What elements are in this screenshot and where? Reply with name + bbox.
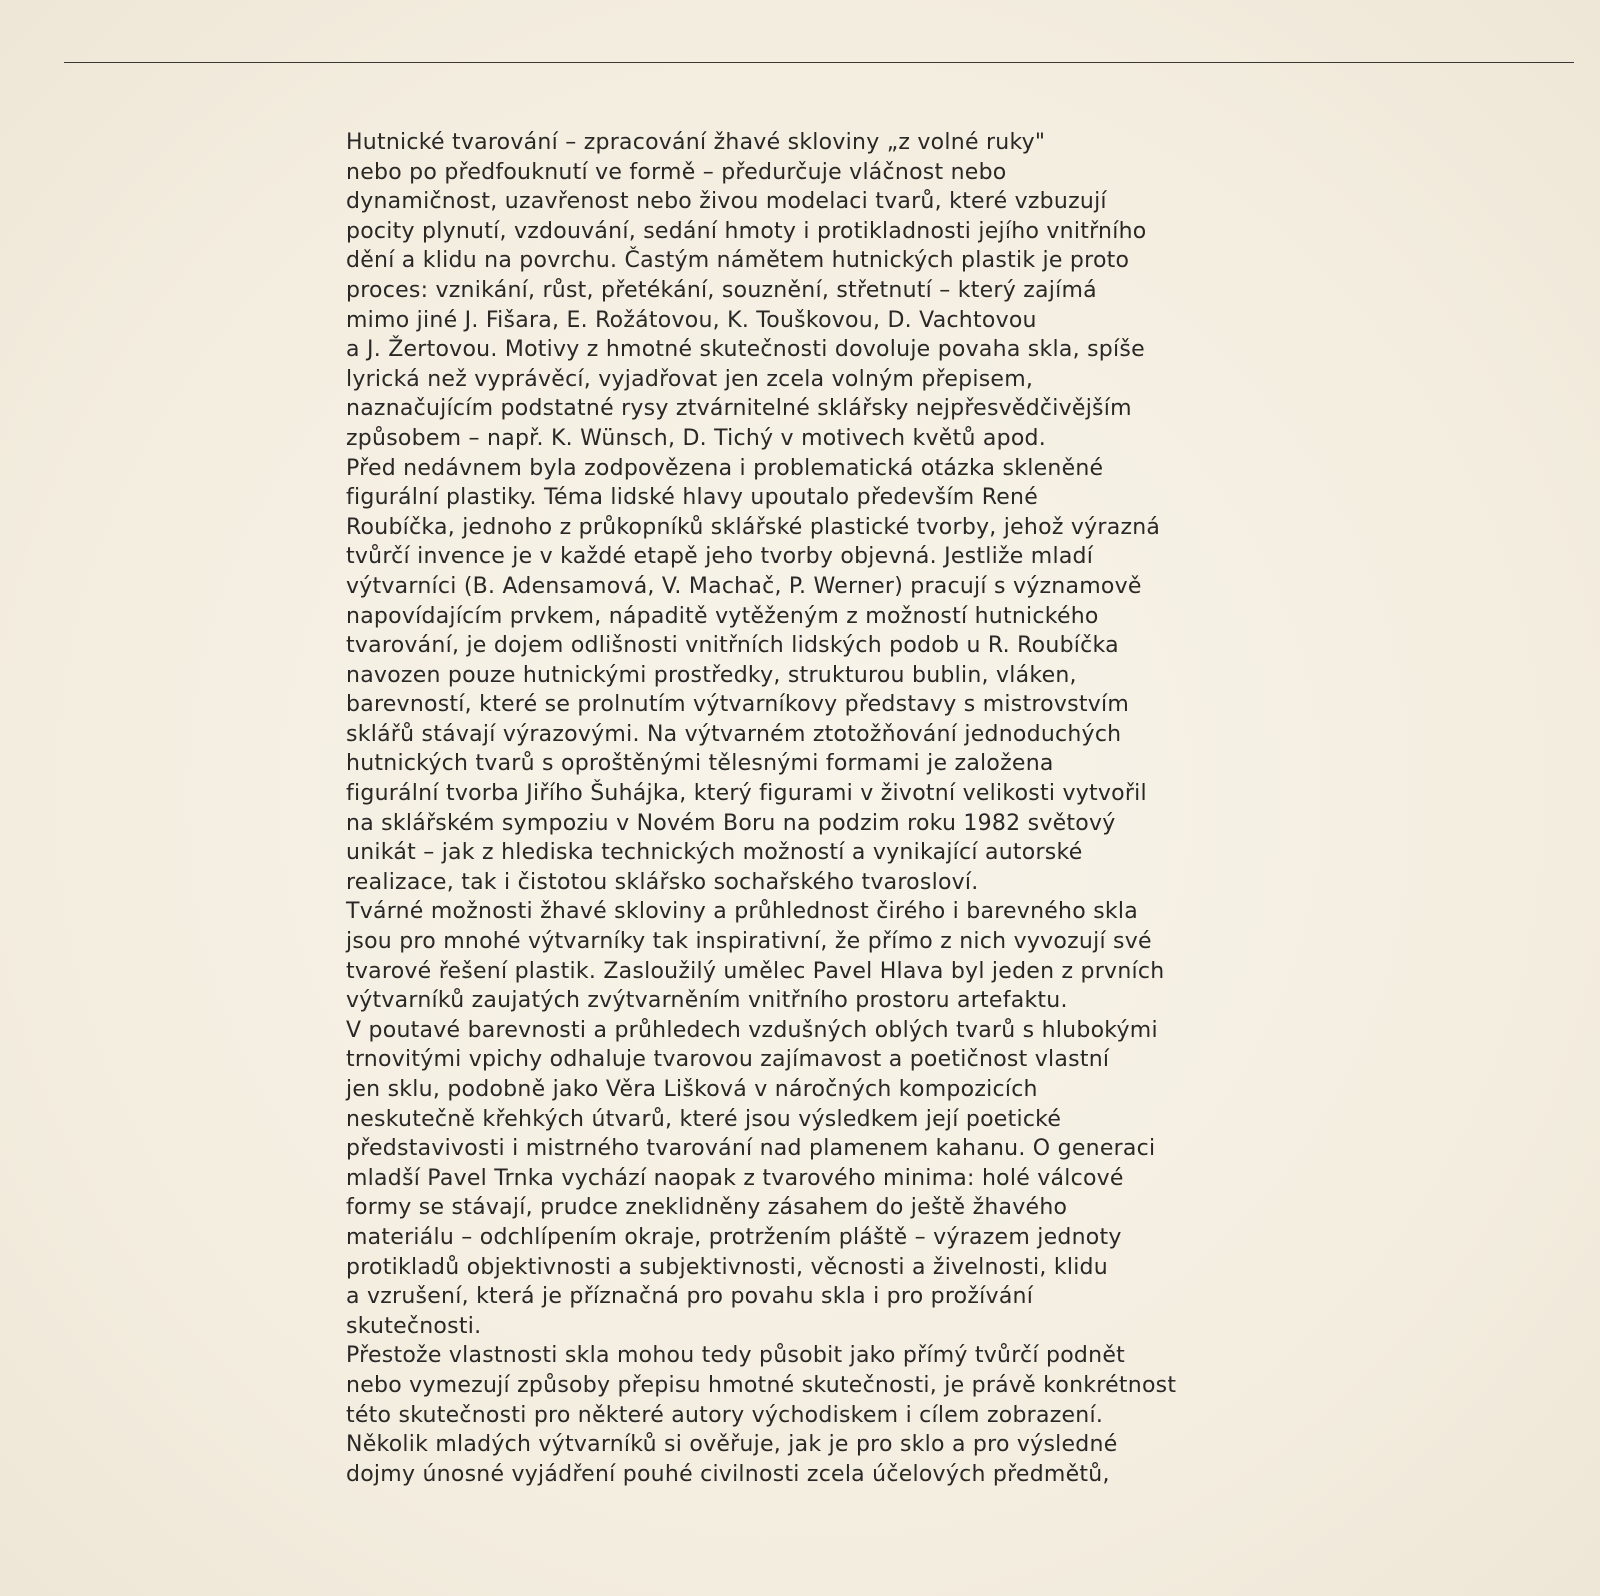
text-line: Přestože vlastnosti skla mohou tedy působit jako přímý tvůrčí podnět [346, 1343, 1125, 1369]
text-line: protikladů objektivnosti a subjektivnosti, věcnosti a živelnosti, klidu [346, 1254, 1108, 1280]
text-line: dojmy únosné vyjádření pouhé civilnosti zcela účelových předmětů, [346, 1461, 1110, 1487]
text-line: formy se stávají, prudce zneklidněny zásahem do ještě žhavého [346, 1195, 1068, 1221]
body-text [346, 128, 1346, 1489]
text-line: Několik mladých výtvarníků si ověřuje, jak je pro sklo a pro výsledné [346, 1432, 1118, 1458]
text-line: mimo jiné J. Fišara, E. Rožátovou, K. Touškovou, D. Vachtovou [346, 307, 1037, 333]
text-line: výtvarníků zaujatých zvýtvarněním vnitřního prostoru artefaktu. [346, 988, 1068, 1014]
text-line: sklářů stávají výrazovými. Na výtvarném ztotožňování jednoduchých [346, 721, 1122, 747]
text-line: navozen pouze hutnickými prostředky, strukturou bublin, vláken, [346, 662, 1077, 688]
text-line: představivosti i mistrného tvarování nad plamenem kahanu. O generaci [346, 1136, 1156, 1162]
text-line: nebo po předfouknutí ve formě – předurčuje vláčnost nebo [346, 159, 1007, 185]
text-line: jsou pro mnohé výtvarníky tak inspirativní, že přímo z nich vyvozují své [346, 929, 1152, 955]
text-line: a J. Žertovou. Motivy z hmotné skutečnosti dovoluje povaha skla, spíše [346, 337, 1145, 363]
text-line: Roubíčka, jednoho z průkopníků sklářské plastické tvorby, jehož výrazná [346, 514, 1161, 540]
text-line: neskutečně křehkých útvarů, které jsou výsledkem její poetické [346, 1106, 1062, 1132]
text-line: barevností, které se prolnutím výtvarníkovy představy s mistrovstvím [346, 692, 1130, 718]
text-line: Hutnické tvarování – zpracování žhavé skloviny „z volné ruky" [346, 130, 1046, 155]
text-line: výtvarníci (B. Adensamová, V. Machač, P. Werner) pracují s významově [346, 573, 1142, 599]
text-line: tvarové řešení plastik. Zasloužilý umělec Pavel Hlava byl jeden z prvních [346, 958, 1165, 984]
text-line: tvůrčí invence je v každé etapě jeho tvorby objevná. Jestliže mladí [346, 544, 1094, 570]
text-line: naznačujícím podstatné rysy ztvárnitelné sklářsky nejpřesvědčivějším [346, 396, 1132, 422]
text-line: V poutavé barevnosti a průhledech vzdušných oblých tvarů s hlubokými [346, 1017, 1158, 1043]
text-line: a vzrušení, která je příznačná pro povahu skla i pro prožívání [346, 1284, 1034, 1310]
text-line: pocity plynutí, vzdouvání, sedání hmoty i protikladnosti jejího vnitřního [346, 218, 1147, 244]
text-line: materiálu – odchlípením okraje, protržením pláště – výrazem jednoty [346, 1224, 1122, 1250]
text-line: dění a klidu na povrchu. Častým námětem hutnických plastik je proto [346, 248, 1130, 274]
text-line: skutečnosti. [346, 1313, 482, 1339]
text-line: realizace, tak i čistotou sklářsko sochařského tvarosloví. [346, 869, 979, 895]
text-line: napovídajícím prvkem, nápaditě vytěženým z možností hutnického [346, 603, 1099, 629]
text-line: unikát – jak z hlediska technických možností a vynikající autorské [346, 840, 1083, 866]
text-line: nebo vymezují způsoby přepisu hmotné skutečnosti, je právě konkrétnost [346, 1372, 1177, 1398]
text-line: figurální plastiky. Téma lidské hlavy upoutalo především René [346, 485, 1039, 511]
text-line: tvarování, je dojem odlišnosti vnitřních lidských podob u R. Roubíčka [346, 633, 1119, 659]
text-line: lyrická než vyprávěcí, vyjadřovat jen zcela volným přepisem, [346, 366, 1034, 392]
text-line: trnovitými vpichy odhaluje tvarovou zajímavost a poetičnost vlastní [346, 1047, 1110, 1073]
text-line: figurální tvorba Jiřího Šuhájka, který figurami v životní velikosti vytvořil [346, 781, 1147, 807]
text-line: na sklářském sympoziu v Novém Boru na podzim roku 1982 světový [346, 810, 1116, 836]
header-rule [64, 62, 1574, 63]
text-line: způsobem – např. K. Wünsch, D. Tichý v motivech květů apod. [346, 425, 1047, 451]
text-line: Tvárné možnosti žhavé skloviny a průhlednost čirého i barevného skla [346, 899, 1138, 925]
text-line: dynamičnost, uzavřenost nebo živou modelaci tvarů, které vzbuzují [346, 189, 1107, 215]
text-line: mladší Pavel Trnka vychází naopak z tvarového minima: holé válcové [346, 1165, 1124, 1191]
text-line: jen sklu, podobně jako Věra Lišková v náročných kompozicích [346, 1077, 1038, 1102]
text-line: hutnických tvarů s oproštěnými tělesnými formami je založena [346, 751, 1054, 777]
text-line: proces: vznikání, růst, přetékání, souznění, střetnutí – který zajímá [346, 277, 1097, 303]
text-line: této skutečnosti pro některé autory východiskem i cílem zobrazení. [346, 1402, 1104, 1428]
text-line: Před nedávnem byla zodpovězena i problematická otázka skleněné [346, 455, 1104, 481]
